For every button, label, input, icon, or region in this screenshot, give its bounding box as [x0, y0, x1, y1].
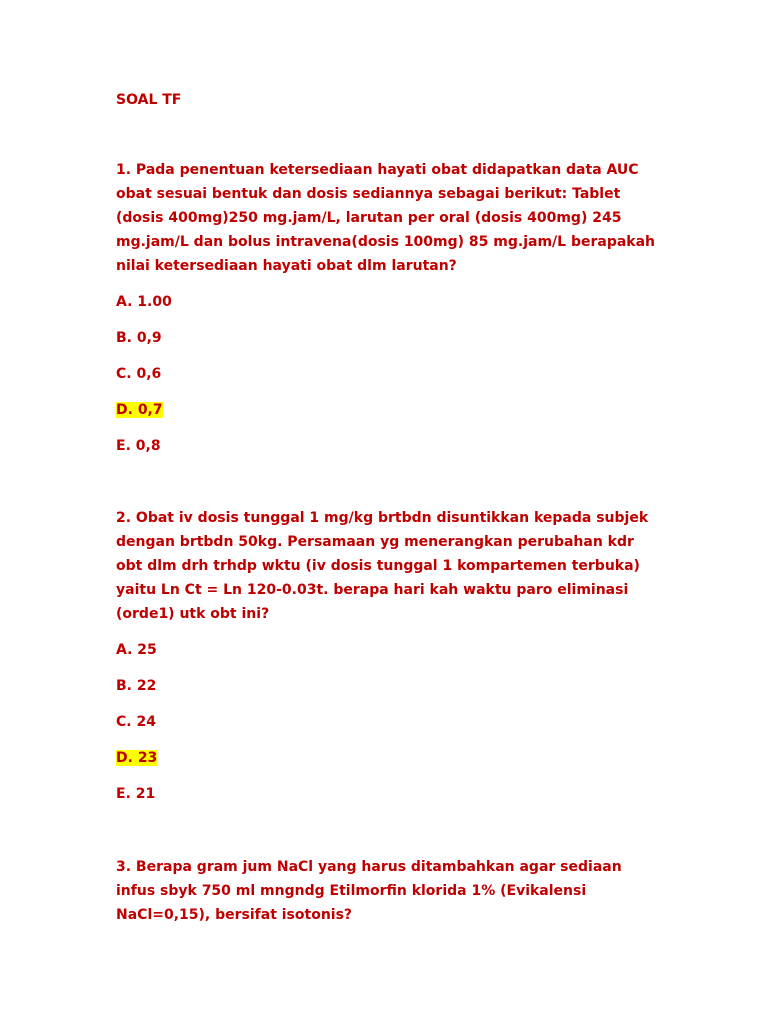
- question-2-option-b: B. 22: [116, 678, 157, 694]
- question-1-option-d: [116, 400, 163, 420]
- question-3-text: 3. Berapa gram jum NaCl yang harus ditambahkan agar sediaan infus sbyk 750 ml mngndg Etilmorfin klorida 1% (Evikalensi NaCl=0,15), bersifat isotonis?: [116, 859, 622, 923]
- document-title: SOAL TF: [116, 92, 182, 108]
- question-1-option-b: B. 0,9: [116, 330, 162, 346]
- question-1-option-e: E. 0,8: [116, 438, 161, 454]
- highlighted-answer: D. 0,7: [116, 402, 163, 418]
- question-2-option-e: E. 21: [116, 786, 156, 802]
- question-2-option-d: [116, 748, 157, 768]
- highlighted-answer: D. 23: [116, 750, 158, 766]
- question-1-option-c: C. 0,6: [116, 366, 162, 382]
- question-2-option-c: C. 24: [116, 714, 156, 730]
- question-2-option-a: A. 25: [116, 642, 157, 658]
- question-1-option-a: A. 1.00: [116, 294, 172, 310]
- question-2-text: 2. Obat iv dosis tunggal 1 mg/kg brtbdn disuntikkan kepada subjek dengan brtbdn 50kg. Persamaan yg menerangkan perubahan kdr obt dlm drh trhdp wktu (iv dosis tunggal 1 kompartemen terbuka) yaitu Ln Ct = Ln 120-0.03t. berapa hari kah waktu paro eliminasi (orde1) utk obt ini?: [116, 510, 649, 622]
- question-1-text: 1. Pada penentuan ketersediaan hayati obat didapatkan data AUC obat sesuai bentuk dan dosis sediannya sebagai berikut: Tablet (dosis 400mg)250 mg.jam/L, larutan per oral (dosis 400mg) 245 mg.jam/L dan bolus intravena(dosis 100mg) 85 mg.jam/L berapakah nilai ketersediaan hayati obat dlm larutan?: [116, 162, 656, 274]
